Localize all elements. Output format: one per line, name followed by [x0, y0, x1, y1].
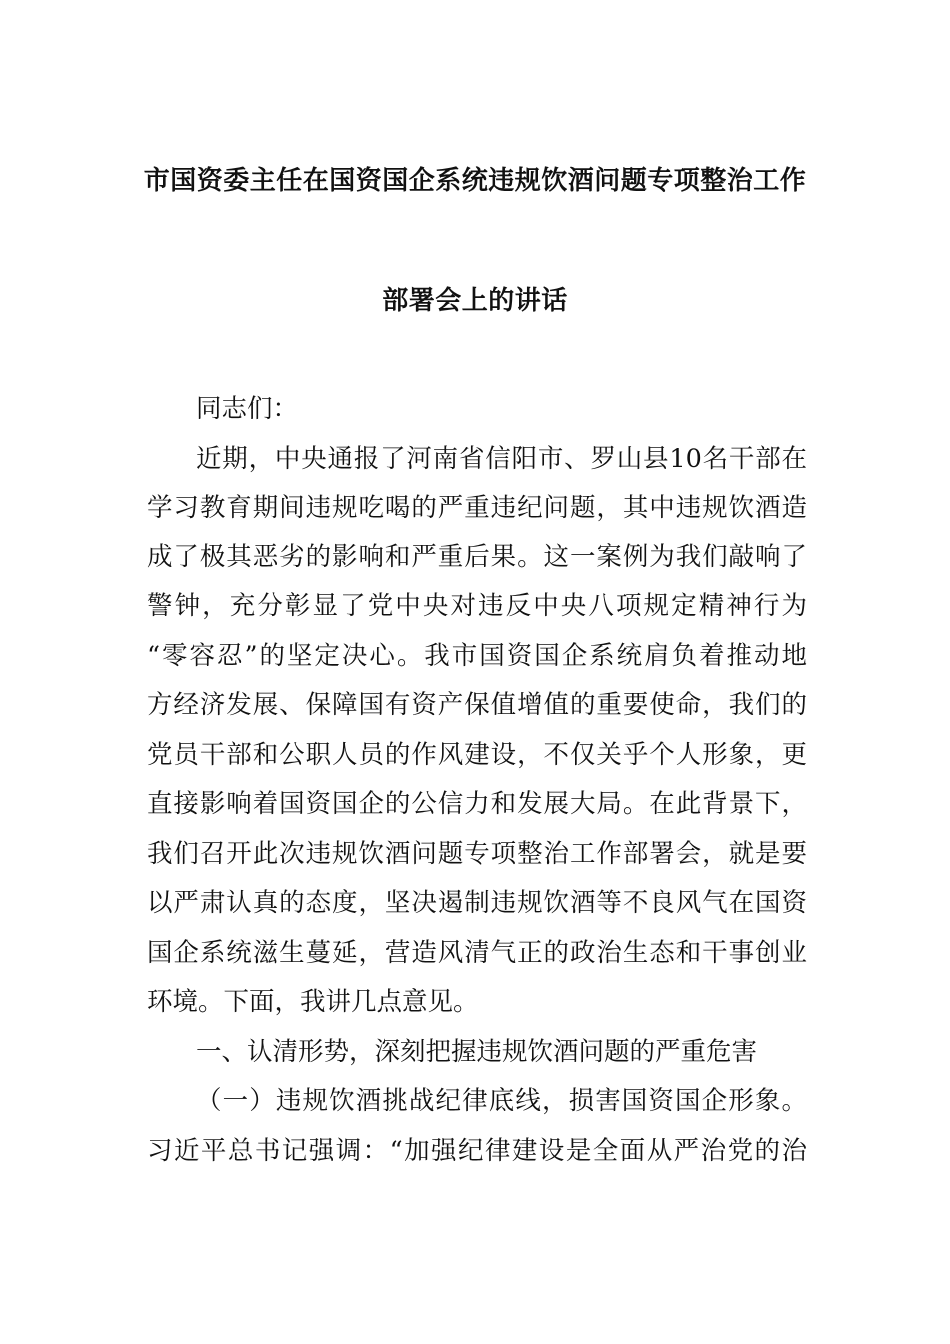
section-heading-1: 一、认清形势，深刻把握违规饮酒问题的严重危害 — [196, 1037, 758, 1067]
paragraph-1-line-9: 我们召开此次违规饮酒问题专项整治工作部署会，就是要 — [147, 839, 807, 869]
paragraph-1-line-12: 环境。下面，我讲几点意见。 — [147, 987, 479, 1017]
salutation: 同志们： — [196, 394, 299, 424]
paragraph-1-line-5: “零容忍”的坚定决心。我市国资国企系统肩负着推动地 — [147, 641, 807, 671]
paragraph-1-line-11: 国企系统滋生蔓延，营造风清气正的政治生态和干事创业 — [147, 938, 807, 968]
paragraph-1-line-7: 党员干部和公职人员的作风建设，不仅关乎个人形象，更 — [147, 740, 807, 770]
paragraph-1-line-1: 近期，中央通报了河南省信阳市、罗山县10名干部在 — [196, 444, 807, 474]
subsection-1-line-2: 习近平总书记强调：“加强纪律建设是全面从严治党的治 — [147, 1136, 807, 1166]
paragraph-1-line-3: 成了极其恶劣的影响和严重后果。这一案例为我们敲响了 — [147, 542, 807, 572]
paragraph-1-line-8: 直接影响着国资国企的公信力和发展大局。在此背景下， — [147, 789, 807, 819]
paragraph-1-line-10: 以严肃认真的态度，坚决遏制违规饮酒等不良风气在国资 — [147, 888, 807, 918]
subsection-1-line-1: （一）违规饮酒挑战纪律底线，损害国资国企形象。 — [196, 1086, 807, 1116]
paragraph-1-line-4: 警钟，充分彰显了党中央对违反中央八项规定精神行为 — [147, 591, 807, 621]
document-title-line-2: 部署会上的讲话 — [382, 286, 568, 316]
paragraph-1-line-6: 方经济发展、保障国有资产保值增值的重要使命，我们的 — [147, 690, 807, 720]
paragraph-1-line-2: 学习教育期间违规吃喝的严重违纪问题，其中违规饮酒造 — [147, 493, 807, 523]
document-title-line-1: 市国资委主任在国资国企系统违规饮酒问题专项整治工作 — [143, 166, 807, 196]
